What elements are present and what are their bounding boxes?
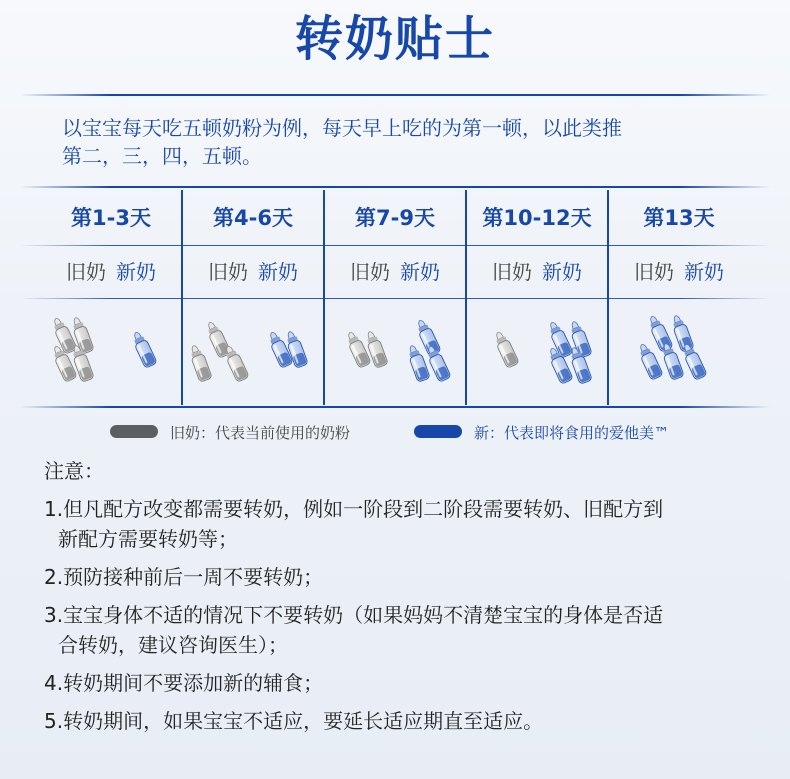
notes-section [44,456,764,736]
new-formula-label: 新奶 [542,260,582,284]
note-item-5: 5.转奶期间，如果宝宝不适应，要延长适应期直至适应。 [44,709,544,733]
schedule-subheader [466,248,608,296]
old-formula-label: 旧奶 [66,260,106,284]
column-separator [607,190,609,405]
schedule-column-header: 第1-3天 [71,206,151,230]
schedule-column [182,190,324,405]
notes-heading: 注意： [44,459,104,483]
schedule-column [40,190,182,405]
page-title: 转奶贴士 [294,11,495,67]
new-formula-label: 新奶 [258,260,298,284]
column-separator [181,190,183,405]
schedule-column [466,190,608,405]
legend [0,420,790,444]
new-formula-label: 新奶 [684,260,724,284]
bottle-group [182,302,324,402]
new-formula-bottle-icon [670,314,695,353]
table-top-border [20,186,770,188]
new-formula-label: 新奶 [116,260,156,284]
bottle-group [324,302,466,402]
note-item-4: 4.转奶期间不要添加新的辅食； [44,671,324,695]
old-formula-label: 旧奶 [492,260,532,284]
schedule-column [324,190,466,405]
schedule-subheader [40,248,182,296]
note-item-1-line-1: 1.但凡配方改变都需要转奶，例如一阶段到二阶段需要转奶、旧配方到 [44,497,664,521]
intro-line-1: 以宝宝每天吃五顿奶粉为例，每天早上吃的为第一顿，以此类推 [62,116,622,140]
note-item-3 [44,600,764,660]
schedule-column [608,190,750,405]
old-formula-bottle-icon [188,344,213,383]
new-formula-label: 新奶 [400,260,440,284]
bottle-illustration [182,302,324,402]
bottle-illustration [324,302,466,402]
new-formula-legend-swatch [414,425,462,438]
new-formula-bottle-icon [130,330,157,369]
old-formula-bottle-icon [204,320,231,359]
bottle-illustration [608,302,750,402]
intro-text [62,114,752,170]
old-formula-legend-text: 旧奶：代表当前使用的奶粉 [170,424,351,442]
schedule-subheader [324,248,466,296]
schedule-column-header: 第10-12天 [482,206,592,230]
bottle-illustration [40,302,182,402]
schedule-subheader [182,248,324,296]
note-item-1-line-2: 新配方需要转奶等； [58,527,238,551]
bottle-group [40,302,182,402]
bottle-group [466,302,608,402]
schedule-column-header: 第4-6天 [213,206,293,230]
schedule-subheader [608,248,750,296]
schedule-column-header: 第13天 [643,206,715,230]
intro-line-2: 第二，三，四，五顿。 [62,144,262,168]
old-formula-label: 旧奶 [208,260,248,284]
new-formula-bottle-icon [546,320,573,359]
bottle-illustration [466,302,608,402]
old-formula-label: 旧奶 [634,260,674,284]
note-item-2: 2.预防接种前后一周不要转奶； [44,565,324,589]
schedule-column-header: 第7-9天 [355,206,435,230]
bottle-group [608,302,750,402]
note-item-3-line-2: 合转奶，建议咨询医生）； [58,633,288,657]
old-formula-label: 旧奶 [350,260,390,284]
old-formula-legend-swatch [110,425,158,438]
note-item-3-line-1: 3.宝宝身体不适的情况下不要转奶（如果妈妈不清楚宝宝的身体是否适 [44,603,664,627]
new-formula-legend-text: 新：代表即将食用的爱他美™ [474,424,670,442]
column-separator [465,190,467,405]
table-bottom-border [20,406,770,408]
note-item-1 [44,494,764,554]
column-separator [323,190,325,405]
transition-schedule-table [40,190,750,405]
old-formula-bottle-icon [344,330,371,369]
title-divider [20,94,770,96]
old-formula-bottle-icon [50,316,77,355]
old-formula-bottle-icon [492,330,519,369]
